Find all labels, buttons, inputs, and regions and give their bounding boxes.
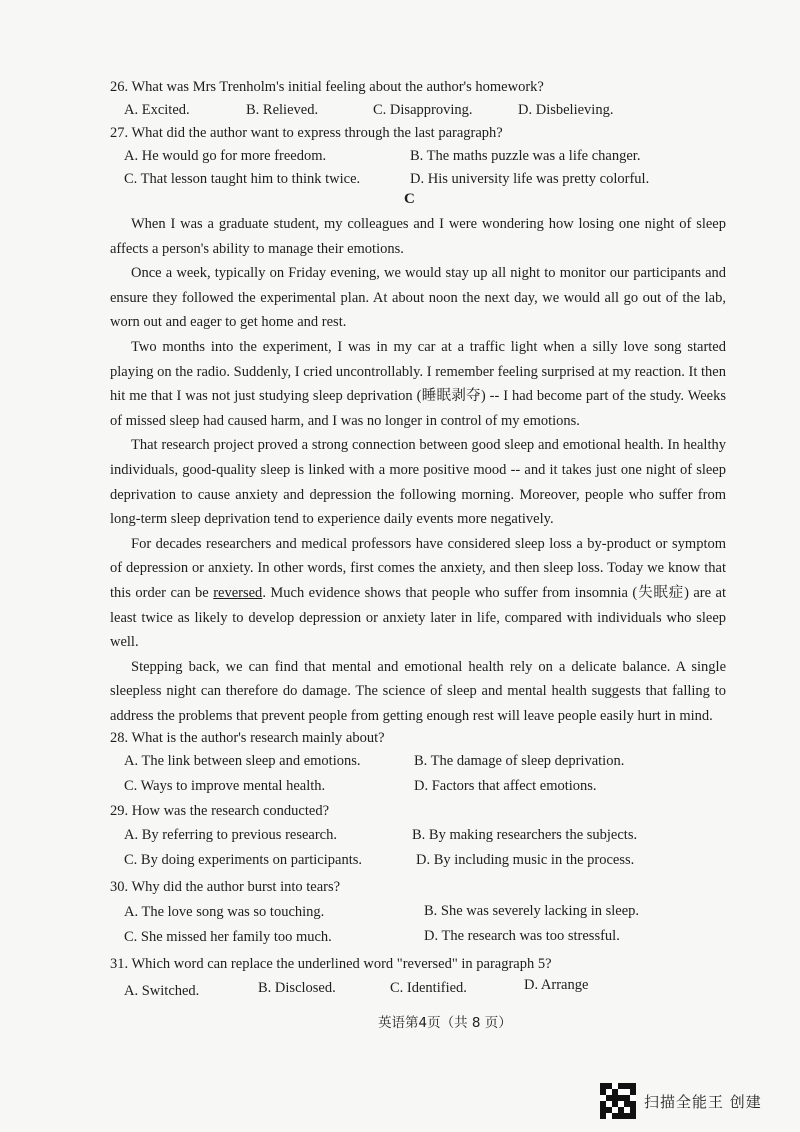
question-31-option-c[interactable]: C. Identified.	[390, 980, 467, 996]
question-26-option-b[interactable]: B. Relieved.	[246, 102, 319, 118]
question-28-stem: 28. What is the author's research mainly about?	[110, 730, 385, 746]
paragraph-5-text-before: For decades researchers and medical professors have considered sleep loss a by-product or symptom of depression or anxiety. In other words, first comes the anxiety, and then sleep loss. Today we know that this order can be	[110, 535, 726, 601]
question-27-option-d[interactable]: D. His university life was pretty colorful.	[410, 171, 650, 187]
question-29-stem: 29. How was the research conducted?	[110, 803, 330, 819]
question-31-stem: 31. Which word can replace the underlined word "reversed" in paragraph 5?	[110, 956, 552, 972]
question-30-option-d[interactable]: D. The research was too stressful.	[424, 928, 620, 944]
question-31-option-a[interactable]: A. Switched.	[124, 983, 200, 999]
paragraph-6: Stepping back, we can find that mental and emotional health rely on a delicate balance. A single sleepless night can therefore do damage. The science of sleep and mental health suggests that falling to address the problems that prevent people from getting enough rest will leave people easily hurt in mind.	[110, 658, 726, 724]
question-29-option-c[interactable]: C. By doing experiments on participants.	[124, 852, 363, 868]
scanner-watermark	[600, 1083, 762, 1119]
question-31-option-b[interactable]: B. Disclosed.	[258, 980, 336, 996]
reading-passage	[110, 212, 726, 728]
question-26-option-c[interactable]: C. Disapproving.	[373, 102, 473, 118]
question-26-option-a[interactable]: A. Excited.	[124, 102, 190, 118]
paragraph-4: That research project proved a strong connection between good sleep and emotional health. In healthy individuals, good-quality sleep is linked with a more positive mood -- and it takes just one night of sleep deprivation to cause anxiety and depression the following morning. Moreover, people who suffer from long-term sleep deprivation tend to experience daily events more negatively.	[110, 437, 726, 528]
watermark-text: 扫描全能王 创建	[644, 1092, 762, 1111]
question-27-option-c[interactable]: C. That lesson taught him to think twice.	[124, 171, 361, 187]
question-28-option-a[interactable]: A. The link between sleep and emotions.	[124, 753, 361, 769]
paragraph-5-text-after: . Much evidence shows that people who suffer from insomnia (失眠症) are at least twice as likely to develop depression or anxiety later in life, compared with individuals who sleep well.	[110, 584, 726, 651]
question-27-option-a[interactable]: A. He would go for more freedom.	[124, 148, 327, 164]
question-31-option-d[interactable]: D. Arrange	[524, 977, 589, 993]
question-30-stem: 30. Why did the author burst into tears?	[110, 879, 341, 895]
question-27-stem: 27. What did the author want to express through the last paragraph?	[110, 125, 503, 141]
page-footer: 英语第4页（共 8 页）	[378, 1015, 512, 1031]
paragraph-3: Two months into the experiment, I was in my car at a traffic light when a silly love song started playing on the radio. Suddenly, I cried uncontrollably. I remember feeling surprised at my reaction. It then hit me that I was not just studying sleep deprivation (睡眠剥夺) -- I had become part of the study. Weeks of missed sleep had caused harm, and I was no longer in control of my emotions.	[110, 338, 726, 429]
question-30-option-a[interactable]: A. The love song was so touching.	[124, 904, 325, 920]
question-28-option-c[interactable]: C. Ways to improve mental health.	[124, 778, 326, 794]
underlined-word: reversed	[213, 584, 263, 601]
qr-code-icon	[600, 1083, 636, 1119]
question-29-option-d[interactable]: D. By including music in the process.	[416, 852, 635, 868]
question-30-option-c[interactable]: C. She missed her family too much.	[124, 929, 332, 945]
paragraph-2: Once a week, typically on Friday evening, we would stay up all night to monitor our participants and ensure they followed the experimental plan. At about noon the next day, we would all go out of the lab, worn out and eager to get home and rest.	[110, 265, 726, 331]
section-heading: C	[404, 191, 415, 207]
question-28-option-b[interactable]: B. The damage of sleep deprivation.	[414, 753, 625, 769]
question-26-option-d[interactable]: D. Disbelieving.	[518, 102, 614, 118]
question-26-stem: 26. What was Mrs Trenholm's initial feeling about the author's homework?	[110, 79, 544, 95]
question-27-option-b[interactable]: B. The maths puzzle was a life changer.	[410, 148, 641, 164]
paragraph-1: When I was a graduate student, my colleagues and I were wondering how losing one night of sleep affects a person's ability to manage their emotions.	[110, 216, 726, 257]
question-30-option-b[interactable]: B. She was severely lacking in sleep.	[424, 903, 640, 919]
question-29-option-b[interactable]: B. By making researchers the subjects.	[412, 827, 638, 843]
paragraph-5	[110, 532, 726, 655]
question-28-option-d[interactable]: D. Factors that affect emotions.	[414, 778, 597, 794]
question-29-option-a[interactable]: A. By referring to previous research.	[124, 827, 337, 843]
